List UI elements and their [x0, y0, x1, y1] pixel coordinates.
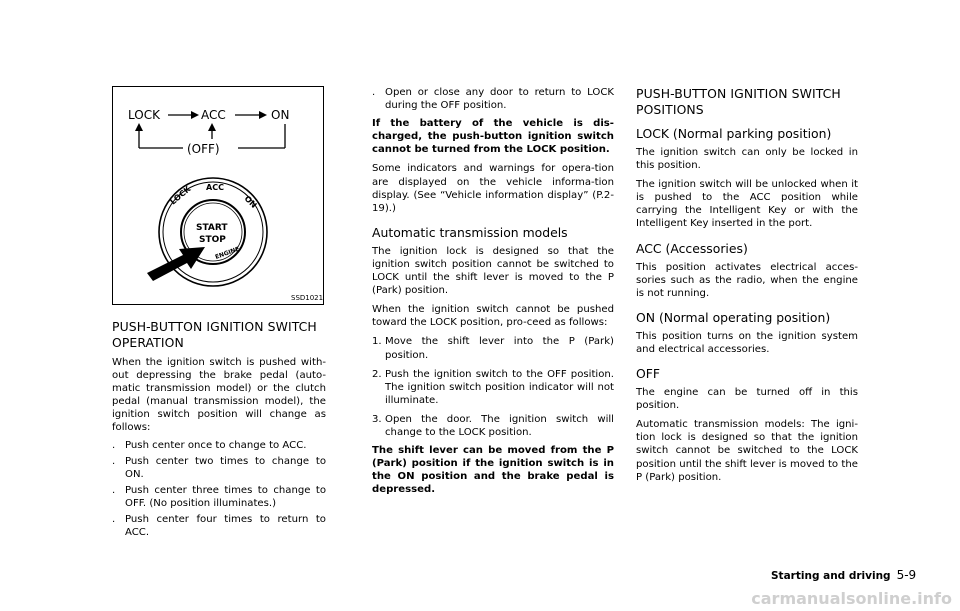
- heading-on: ON (Normal operating position): [636, 309, 831, 325]
- diagram-label-acc: ACC: [201, 108, 226, 122]
- list-item: . Push center once to change to ACC.: [112, 439, 307, 451]
- list-item: 3. Open the door. The ignition switch will change to the LOCK position.: [372, 413, 614, 438]
- list-item: . Push center three times to change to OFF. (No position illuminates.): [112, 484, 326, 509]
- diagram-label-off: (OFF): [187, 142, 220, 156]
- lock-p1: The ignition switch can only be locked in this position.: [636, 147, 858, 172]
- watermark: carmanualsonline.info: [751, 589, 952, 608]
- list-item: . Open or close any door to return to LOCK during the OFF position.: [372, 87, 614, 112]
- heading-off: OFF: [636, 366, 661, 382]
- on-p: This position turns on the ignition system and electrical accessories.: [636, 330, 858, 355]
- automatic-p2: When the ignition switch cannot be pushed toward the LOCK position, pro-ceed as follows:: [372, 304, 614, 329]
- operation-bullets: [112, 439, 326, 540]
- shift-lever-note: The shift lever can be moved from the P (Park) position if the ignition switch is in the ON position and the brake pedal is depressed.: [372, 445, 614, 496]
- steps-list: [372, 335, 614, 439]
- push-arrow: [147, 247, 205, 281]
- list-item: . Push center two times to change to ON.: [112, 455, 326, 480]
- acc-p: This position activates electrical acces-sories such as the radio, when the engine is not running.: [636, 261, 858, 299]
- ignition-diagram: [113, 87, 325, 306]
- off-p2: Automatic transmission models: The igni-tion lock is designed so that the ignition switch cannot be switched to the LOCK position until the shift lever is moved to the P (Park) position.: [636, 419, 858, 483]
- section-heading-positions: PUSH-BUTTON IGNITION SWITCH POSITIONS: [636, 86, 841, 117]
- button-label-start: START: [196, 223, 228, 233]
- ring-label-on: ON: [242, 194, 259, 210]
- list-item: 1. Move the shift lever into the P (Park) position.: [372, 336, 614, 361]
- figure-id: SSD1021: [291, 294, 324, 302]
- column-middle: [372, 86, 614, 496]
- column-right: [636, 86, 858, 484]
- page-number: 5-9: [896, 568, 917, 582]
- ring-label-engine: ENGINE: [214, 245, 241, 261]
- section-heading-automatic: Automatic transmission models: [372, 224, 568, 240]
- off-p1: The engine can be turned off in this position.: [636, 387, 858, 412]
- footer-section: Starting and driving: [771, 570, 891, 582]
- ignition-switch-figure: [112, 86, 324, 305]
- button-label-stop: STOP: [199, 235, 226, 245]
- list-item: . Push center four times to return to ACC.: [112, 514, 326, 539]
- indicators-paragraph: Some indicators and warnings for opera-tion are displayed on the vehicle informa-tion display. (See “Vehicle information display” (P.2-19).): [372, 163, 614, 214]
- page-footer: [771, 568, 916, 582]
- list-item: 2. Push the ignition switch to the OFF position. The ignition switch position indicator will not illuminate.: [372, 368, 614, 406]
- column-left: [112, 86, 326, 539]
- ring-label-acc: ACC: [206, 183, 224, 192]
- battery-warning: If the battery of the vehicle is dis-charged, the push-button ignition switch cannot be turned from the LOCK position.: [372, 118, 614, 156]
- diagram-label-on: ON: [271, 108, 290, 122]
- heading-lock: LOCK (Normal parking position): [636, 126, 832, 141]
- heading-acc: ACC (Accessories): [636, 240, 748, 256]
- door-bullet: [372, 86, 614, 112]
- ring-label-lock: LOCK: [168, 184, 193, 207]
- operation-intro: When the ignition switch is pushed with-out depressing the brake pedal (auto-matic transmission model) or the clutch pedal (manual transmission model), the ignition switch position will change as follows:: [112, 357, 326, 434]
- section-heading-operation: PUSH-BUTTON IGNITION SWITCH OPERATION: [112, 319, 317, 350]
- diagram-label-lock: LOCK: [128, 108, 160, 122]
- lock-p2: The ignition switch will be unlocked when it is pushed to the ACC position while carrying the Intelligent Key or with the Intelligent Key inserted in the port.: [636, 179, 858, 230]
- automatic-p1: The ignition lock is designed so that the ignition switch position cannot be switched to LOCK until the shift lever is moved to the P (Park) position.: [372, 245, 614, 297]
